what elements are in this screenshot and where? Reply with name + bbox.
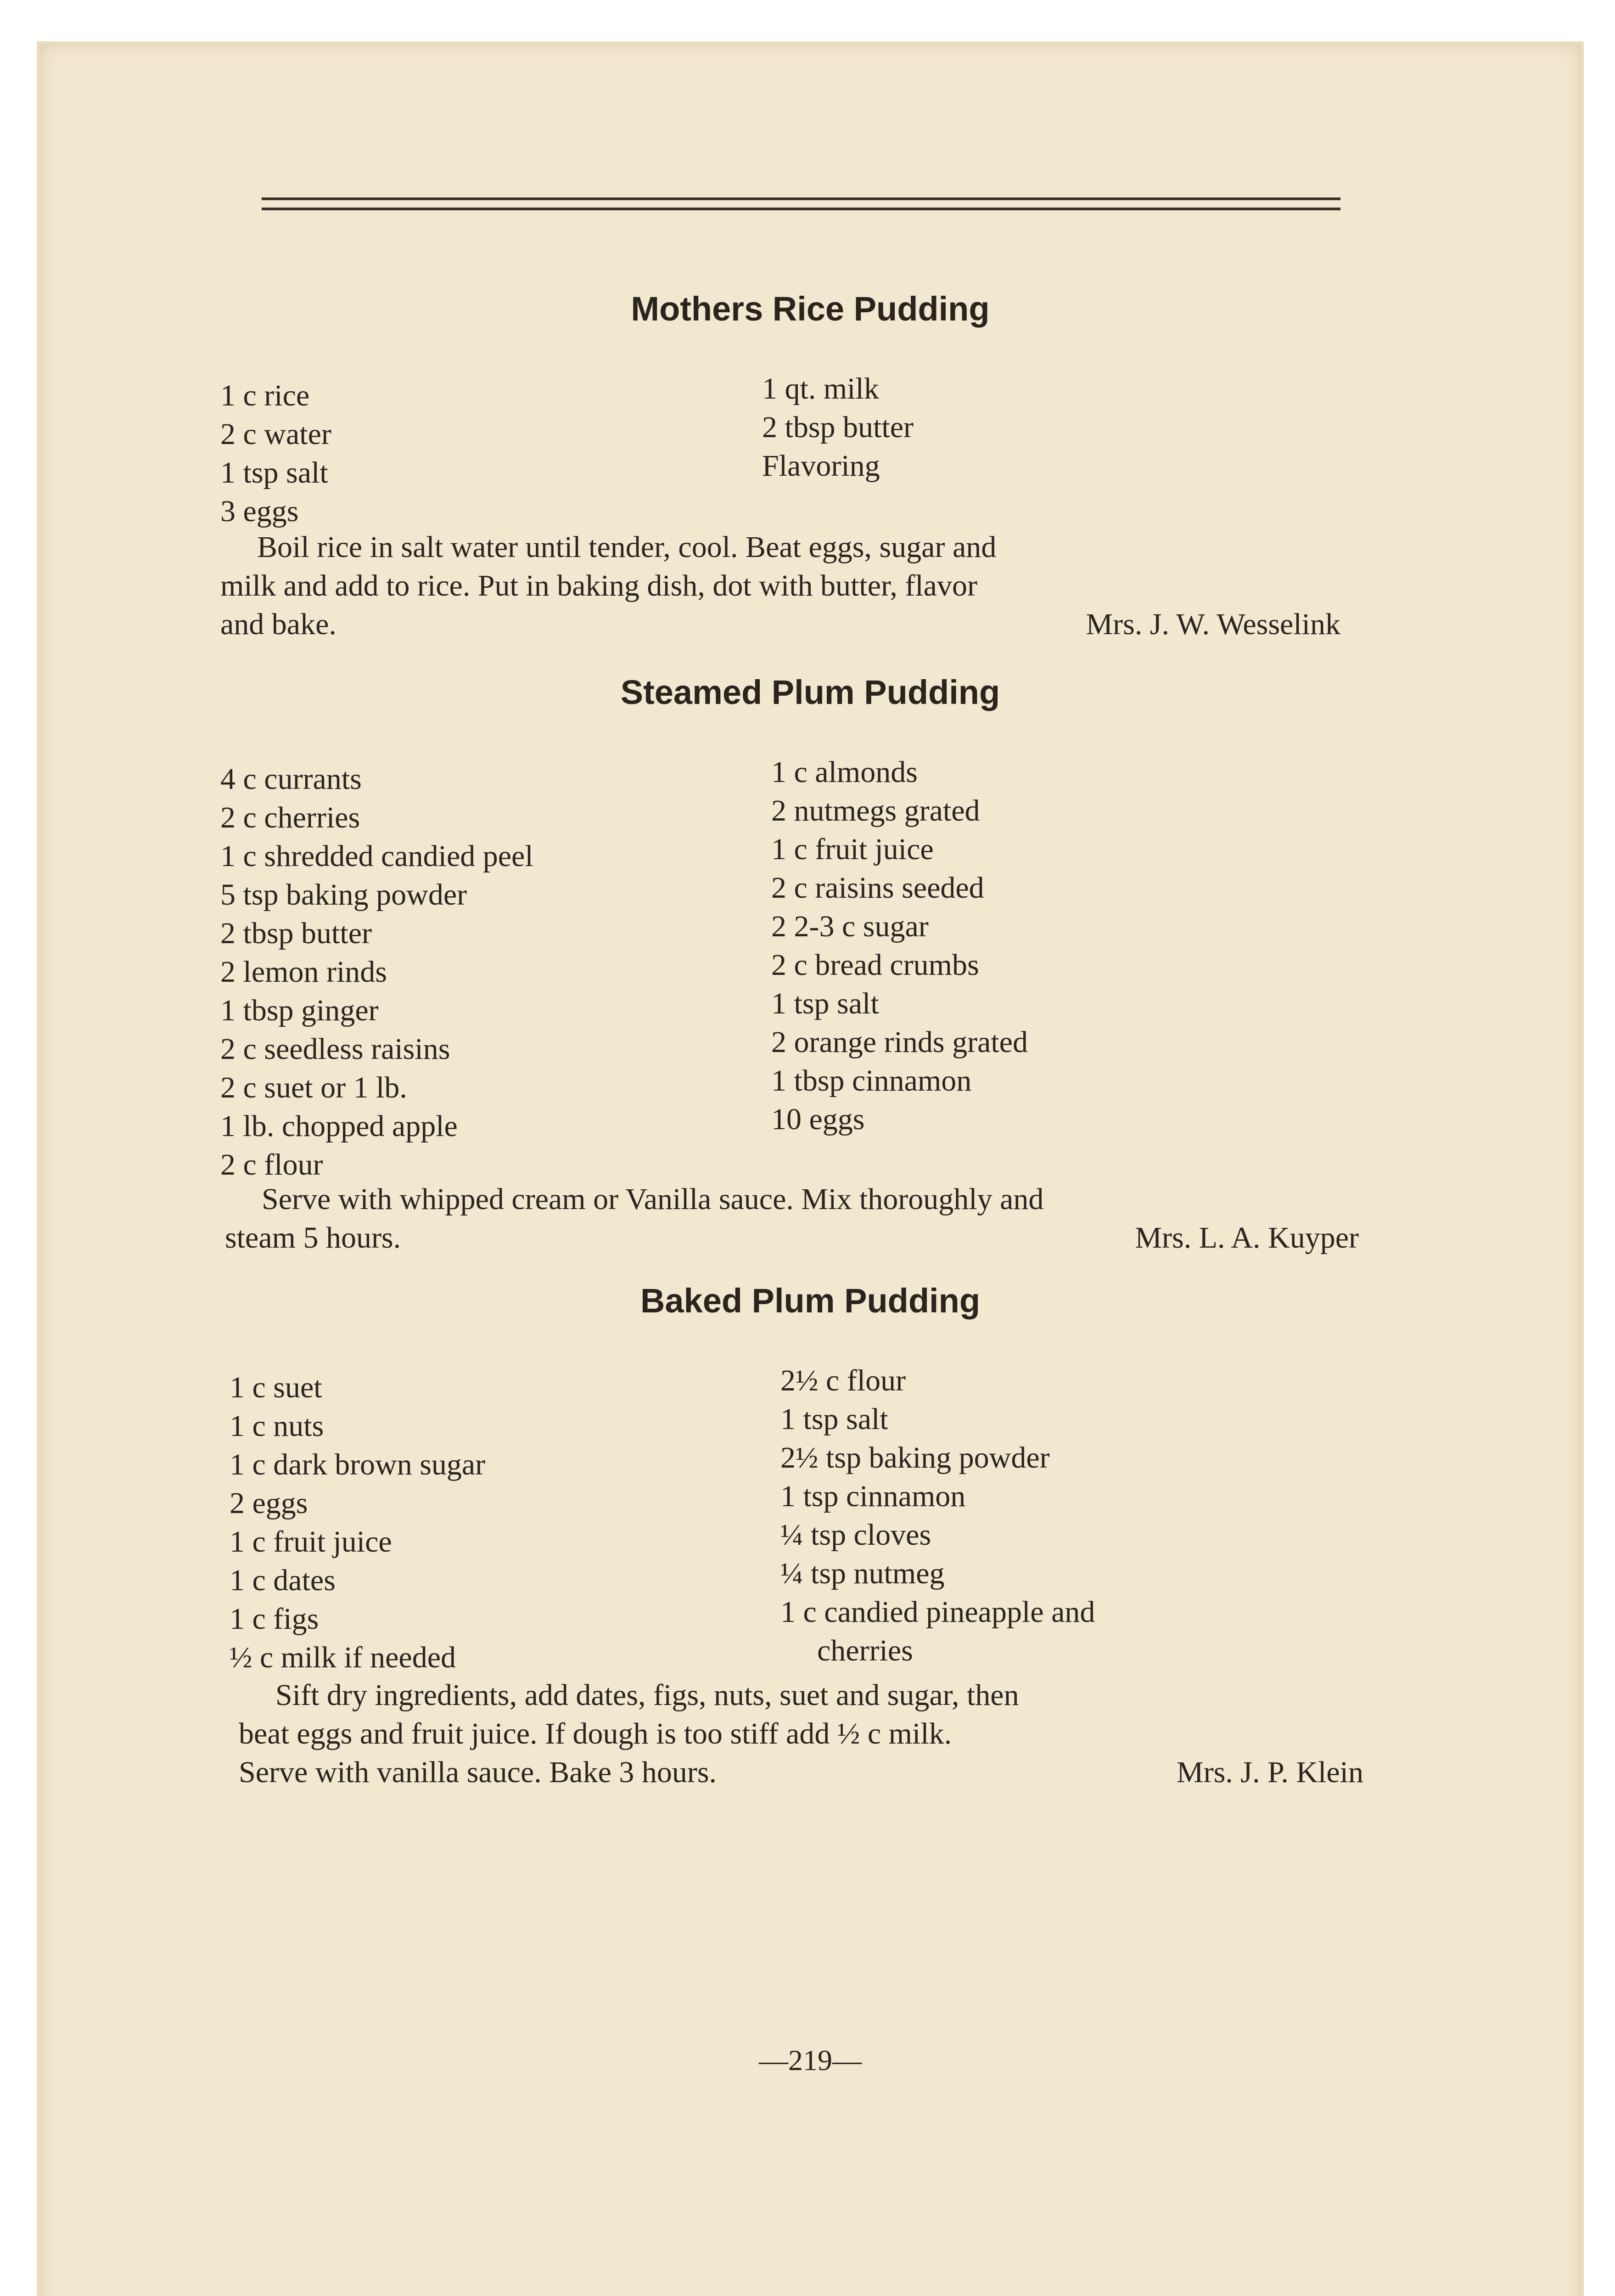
ingredients-right bbox=[771, 753, 1028, 1139]
direction-line: Serve with whipped cream or Vanilla sauce. Mix thoroughly and bbox=[262, 1182, 1044, 1216]
author-signature: Mrs. L. A. Kuyper bbox=[1135, 1221, 1359, 1255]
direction-text: Serve with vanilla sauce. Bake 3 hours. bbox=[239, 1756, 717, 1789]
top-rule-double bbox=[262, 208, 1340, 210]
ingredient: 2 orange rinds grated bbox=[771, 1025, 1028, 1059]
direction-line-last bbox=[220, 605, 1340, 644]
ingredient: 3 eggs bbox=[220, 495, 299, 528]
recipe-title: Steamed Plum Pudding bbox=[620, 673, 1000, 711]
recipe-title: Mothers Rice Pudding bbox=[631, 290, 990, 328]
ingredient: 1 tsp salt bbox=[220, 456, 328, 490]
recipe-title: Baked Plum Pudding bbox=[640, 1282, 981, 1320]
ingredient: 2 c cherries bbox=[220, 801, 360, 834]
ingredient: 2 c flour bbox=[220, 1148, 323, 1182]
ingredients-left bbox=[230, 1368, 485, 1677]
directions bbox=[239, 1676, 1363, 1792]
ingredients-left bbox=[220, 760, 533, 1184]
ingredients-right bbox=[780, 1362, 1095, 1670]
ingredient: ½ c milk if needed bbox=[230, 1641, 456, 1674]
ingredient: 1 lb. chopped apple bbox=[220, 1109, 458, 1143]
author-signature: Mrs. J. P. Klein bbox=[1176, 1756, 1363, 1789]
direction-line: Boil rice in salt water until tender, cool. Beat eggs, sugar and bbox=[257, 530, 997, 564]
ingredient: 2 c raisins seeded bbox=[771, 871, 984, 905]
ingredient: 1 c candied pineapple and bbox=[780, 1595, 1095, 1629]
author-signature: Mrs. J. W. Wesselink bbox=[1086, 608, 1340, 641]
ingredient: 1 qt. milk bbox=[762, 372, 879, 405]
ingredient: 1 tsp cinnamon bbox=[780, 1480, 966, 1513]
ingredient: Flavoring bbox=[762, 449, 880, 483]
ingredient: 2 lemon rinds bbox=[220, 955, 387, 989]
ingredient: 2 c seedless raisins bbox=[220, 1032, 450, 1066]
ingredient: 1 tbsp ginger bbox=[220, 994, 379, 1027]
ingredient: 2½ c flour bbox=[780, 1364, 906, 1397]
ingredient: 1 tsp salt bbox=[771, 987, 879, 1020]
ingredient: ¼ tsp cloves bbox=[780, 1518, 931, 1552]
direction-line: milk and add to rice. Put in baking dish, dot with butter, flavor bbox=[220, 569, 977, 602]
ingredient: 1 c figs bbox=[230, 1602, 319, 1636]
directions bbox=[225, 1180, 1359, 1257]
ingredients-left bbox=[220, 377, 331, 531]
directions bbox=[220, 528, 1340, 644]
ingredient: 1 c dark brown sugar bbox=[230, 1448, 486, 1481]
ingredient: 4 c currants bbox=[220, 762, 362, 796]
ingredient: cherries bbox=[817, 1634, 913, 1667]
ingredient: 1 c rice bbox=[220, 379, 310, 412]
ingredient: 2 2-3 c sugar bbox=[771, 910, 929, 943]
ingredient: 1 c fruit juice bbox=[771, 833, 934, 866]
ingredient: 5 tsp baking powder bbox=[220, 878, 467, 912]
direction-line-last bbox=[239, 1753, 1363, 1792]
cookbook-page bbox=[37, 41, 1584, 2296]
ingredient: 2 eggs bbox=[230, 1486, 308, 1520]
ingredient: 2 tbsp butter bbox=[762, 411, 914, 444]
ingredient: ¼ tsp nutmeg bbox=[780, 1557, 945, 1590]
ingredient: 1 c shredded candied peel bbox=[220, 839, 533, 873]
ingredient: 10 eggs bbox=[771, 1103, 865, 1136]
direction-text: steam 5 hours. bbox=[225, 1221, 401, 1255]
ingredient: 1 c dates bbox=[230, 1564, 336, 1597]
ingredient: 2 tbsp butter bbox=[220, 917, 372, 950]
ingredient: 1 c suet bbox=[230, 1371, 322, 1404]
direction-text: and bake. bbox=[220, 608, 336, 641]
ingredient: 2 c bread crumbs bbox=[771, 948, 979, 982]
ingredient: 2 c suet or 1 lb. bbox=[220, 1071, 407, 1104]
page-number: —219— bbox=[759, 2044, 862, 2077]
ingredient: 2½ tsp baking powder bbox=[780, 1441, 1050, 1474]
ingredient: 1 c nuts bbox=[230, 1409, 324, 1443]
ingredient: 2 c water bbox=[220, 417, 331, 451]
ingredient: 1 tsp salt bbox=[780, 1402, 888, 1436]
direction-line-last bbox=[225, 1219, 1359, 1257]
ingredients-right bbox=[762, 370, 914, 485]
direction-line: Sift dry ingredients, add dates, figs, nuts, suet and sugar, then bbox=[275, 1678, 1019, 1712]
direction-line: beat eggs and fruit juice. If dough is too stiff add ½ c milk. bbox=[239, 1717, 952, 1750]
ingredient: 1 c almonds bbox=[771, 755, 918, 789]
ingredient: 2 nutmegs grated bbox=[771, 794, 980, 827]
ingredient: 1 tbsp cinnamon bbox=[771, 1064, 972, 1097]
top-rule bbox=[262, 197, 1340, 200]
ingredient: 1 c fruit juice bbox=[230, 1525, 392, 1559]
